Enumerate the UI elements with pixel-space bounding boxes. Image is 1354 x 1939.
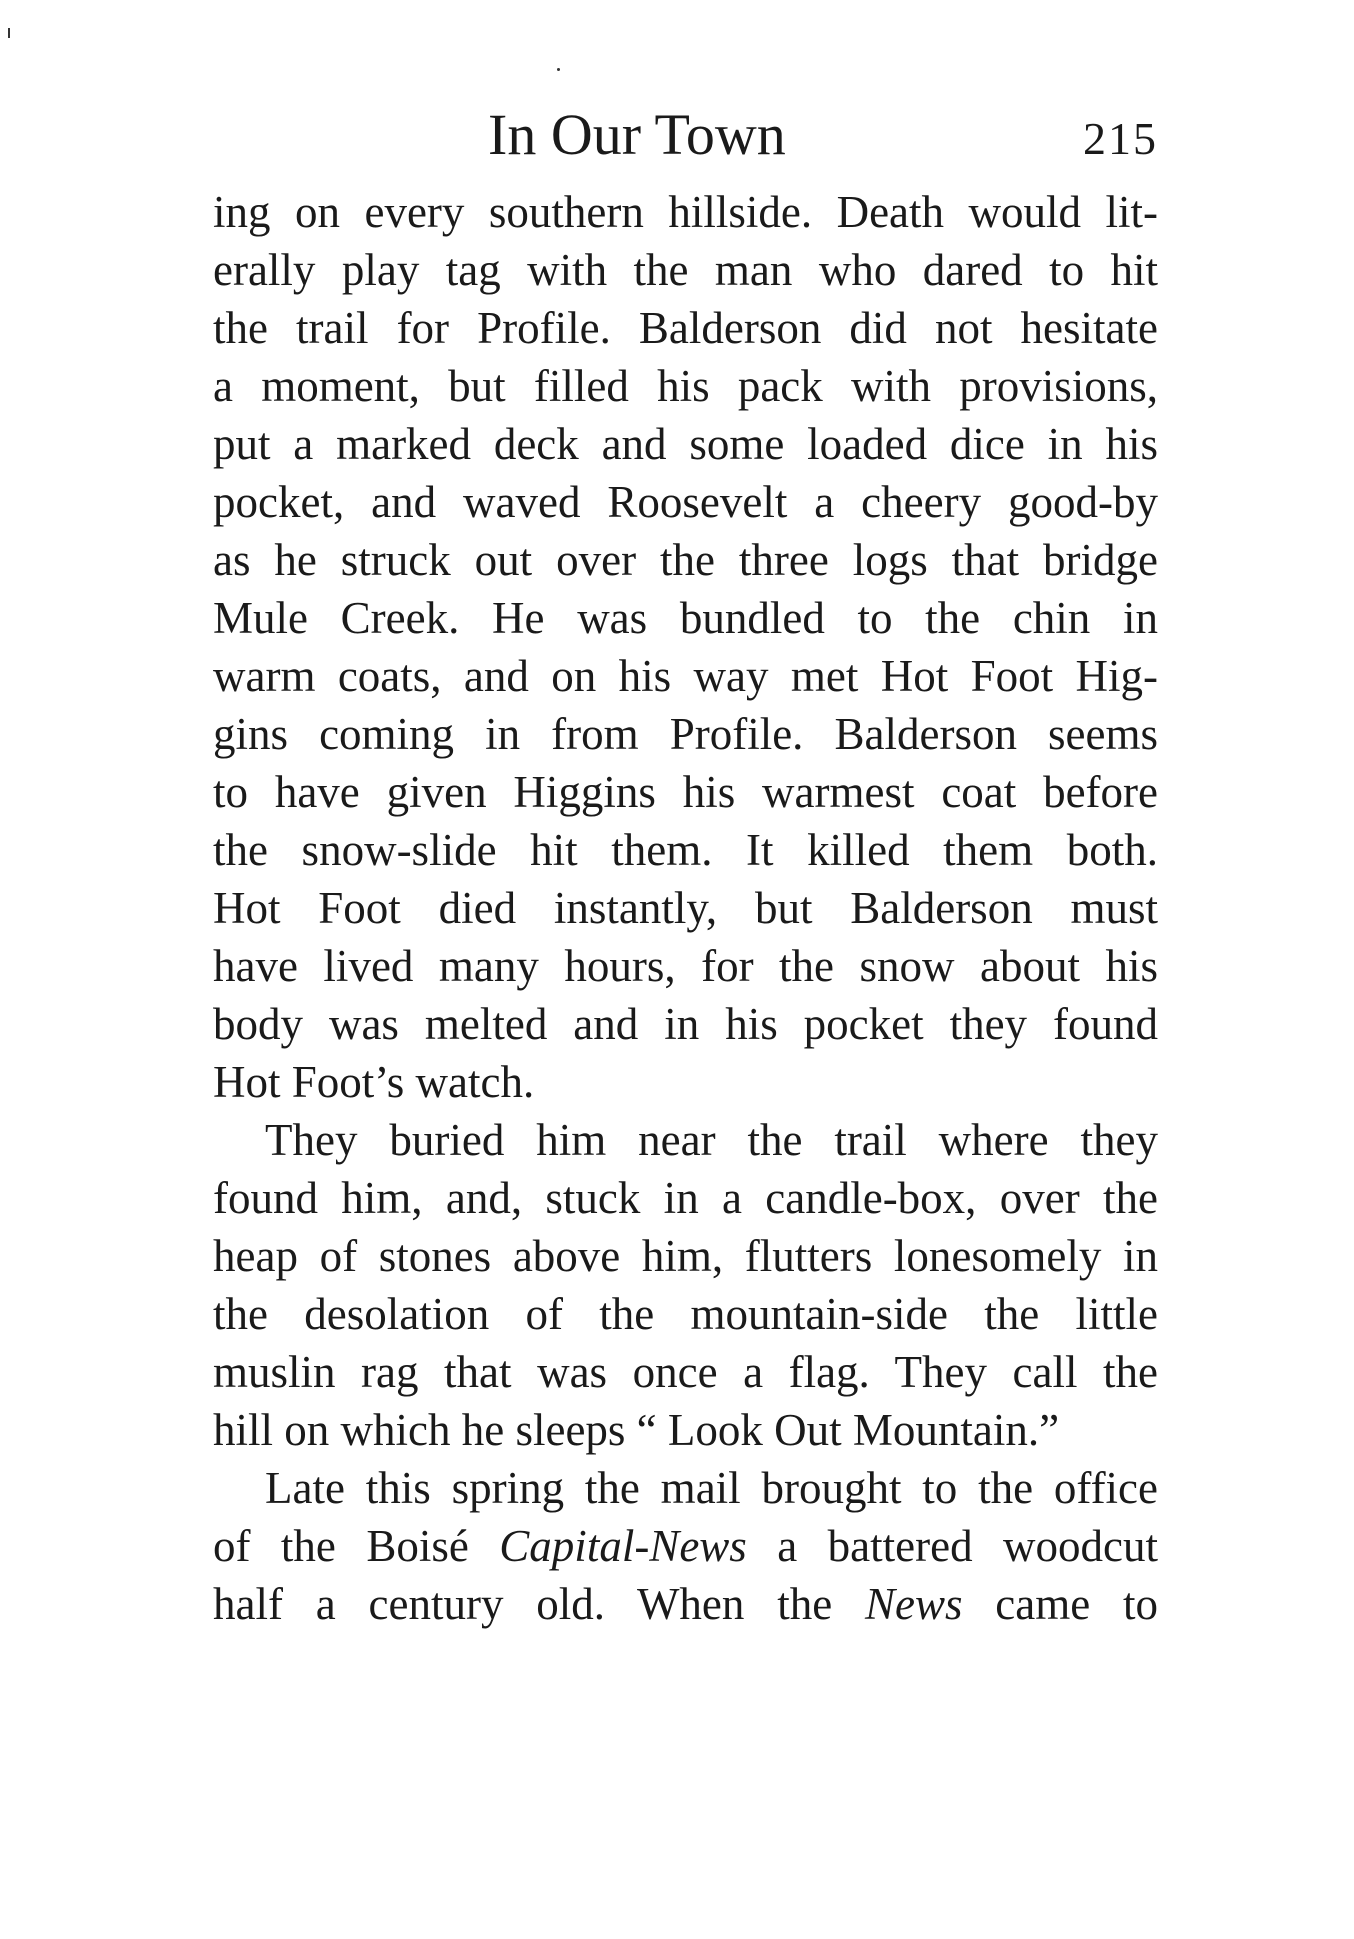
- text-line: They buried him near the trail where they: [265, 1115, 1158, 1165]
- body-text: [213, 183, 1158, 1633]
- text-line: as he struck out over the three logs that bridge: [213, 535, 1158, 585]
- text-line: erally play tag with the man who dared to hit: [213, 245, 1158, 295]
- text-line: muslin rag that was once a flag. They call the: [213, 1347, 1158, 1397]
- text-line: to have given Higgins his warmest coat before: [213, 767, 1158, 817]
- text-line: the desolation of the mountain-side the little: [213, 1289, 1158, 1339]
- scan-speck: [557, 68, 560, 71]
- text-line: put a marked deck and some loaded dice in his: [213, 419, 1158, 469]
- text-line: warm coats, and on his way met Hot Foot Hig-: [213, 651, 1158, 701]
- text-line: heap of stones above him, flutters lonesomely in: [213, 1231, 1158, 1281]
- text-line: Late this spring the mail brought to the office: [265, 1463, 1158, 1513]
- scan-speck: [8, 28, 10, 38]
- page-header: [210, 100, 1158, 170]
- text-line: Hot Foot’s watch.: [213, 1057, 535, 1107]
- text-line: a moment, but filled his pack with provisions,: [213, 361, 1158, 411]
- text-line: body was melted and in his pocket they found: [213, 999, 1158, 1049]
- text-line-with-italic: half a century old. When the News came to: [213, 1579, 1158, 1629]
- text-line: pocket, and waved Roosevelt a cheery good-by: [213, 477, 1158, 527]
- text-line: gins coming in from Profile. Balderson seems: [213, 709, 1158, 759]
- italic-title: News: [864, 1579, 963, 1629]
- text-line: found him, and, stuck in a candle-box, over the: [213, 1173, 1158, 1223]
- italic-title: Capital-News: [499, 1521, 747, 1571]
- text-line-with-italic: of the Boisé Capital-News a battered woodcut: [213, 1521, 1159, 1571]
- page-number: 215: [1083, 113, 1158, 164]
- text-line: Mule Creek. He was bundled to the chin in: [213, 593, 1158, 643]
- running-title: In Our Town: [488, 102, 786, 167]
- text-line: Hot Foot died instantly, but Balderson must: [213, 883, 1158, 933]
- text-line: the trail for Profile. Balderson did not hesitate: [213, 303, 1158, 353]
- text-line: ing on every southern hillside. Death would lit-: [213, 187, 1158, 237]
- text-line: hill on which he sleeps “ Look Out Mountain.”: [213, 1405, 1060, 1455]
- text-line: have lived many hours, for the snow about his: [213, 941, 1158, 991]
- text-line: the snow-slide hit them. It killed them both.: [213, 825, 1158, 875]
